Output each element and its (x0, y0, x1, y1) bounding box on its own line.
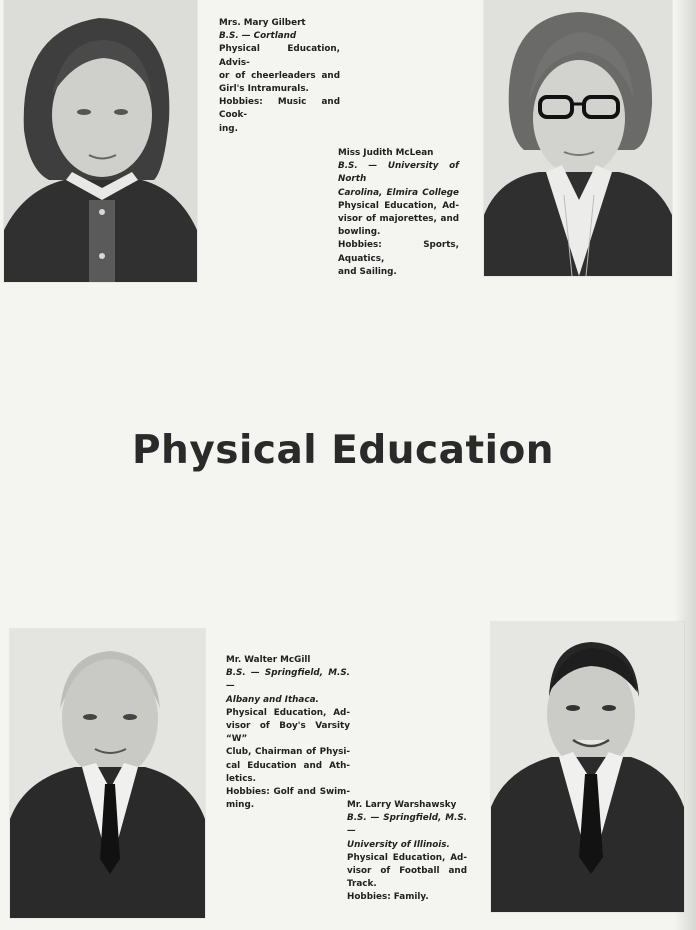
bio-name: Mr. Walter McGill (226, 655, 311, 665)
bio-line: or of cheerleaders and (219, 70, 340, 81)
bio-name: Miss Judith McLean (338, 148, 434, 158)
bio-line: visor of majorettes, and (338, 214, 459, 225)
page-title: Physical Education (131, 428, 555, 473)
bio-degree: B.S. — Cortland (219, 31, 297, 42)
bio-walter-mcgill (226, 654, 350, 812)
bio-hobbies: Hobbies: Music and Cook- (219, 97, 340, 121)
bio-line: Physical Education, Advis- (219, 44, 340, 68)
bio-line: visor of Boy's Varsity “W” (226, 721, 350, 745)
bio-hobbies: ing. (219, 123, 238, 134)
bio-name: Mrs. Mary Gilbert (219, 18, 306, 28)
bio-line: cal Education and Ath- (226, 760, 350, 771)
bio-degree: B.S. — University of North (338, 161, 459, 185)
photo-mary-gilbert (4, 0, 197, 282)
bio-degree: B.S. — Springfield, M.S. — (347, 813, 467, 837)
bio-degree: Carolina, Elmira College (338, 187, 459, 198)
bio-hobbies: Hobbies: Sports, Aquatics, (338, 240, 459, 264)
bio-degree: Albany and Ithaca. (226, 694, 319, 705)
bio-line: Girl's Intramurals. (219, 84, 309, 95)
bio-hobbies: Hobbies: Golf and Swim- (226, 787, 350, 798)
photo-larry-warshawsky (491, 622, 684, 912)
photo-judith-mclean (484, 0, 672, 276)
bio-degree: B.S. — Springfield, M.S. — (226, 668, 350, 692)
bio-line: letics. (226, 773, 256, 784)
bio-hobbies: Hobbies: Family. (347, 892, 429, 903)
bio-judith-mclean (338, 147, 459, 279)
bio-line: Physical Education, Ad- (347, 852, 467, 863)
bio-line: Club, Chairman of Physi- (226, 747, 350, 758)
bio-line: bowling. (338, 227, 381, 238)
bio-hobbies: ming. (226, 800, 255, 811)
bio-degree: University of Illinois. (347, 839, 450, 850)
bio-line: Physical Education, Ad- (226, 707, 350, 718)
photo-walter-mcgill (10, 629, 205, 918)
bio-line: Physical Education, Ad- (338, 200, 459, 211)
bio-hobbies: and Sailing. (338, 266, 397, 277)
bio-larry-warshawsky (347, 799, 467, 905)
bio-name: Mr. Larry Warshawsky (347, 800, 457, 810)
bio-line: Track. (347, 879, 377, 890)
bio-line: visor of Football and (347, 866, 467, 877)
bio-mary-gilbert (219, 17, 340, 136)
